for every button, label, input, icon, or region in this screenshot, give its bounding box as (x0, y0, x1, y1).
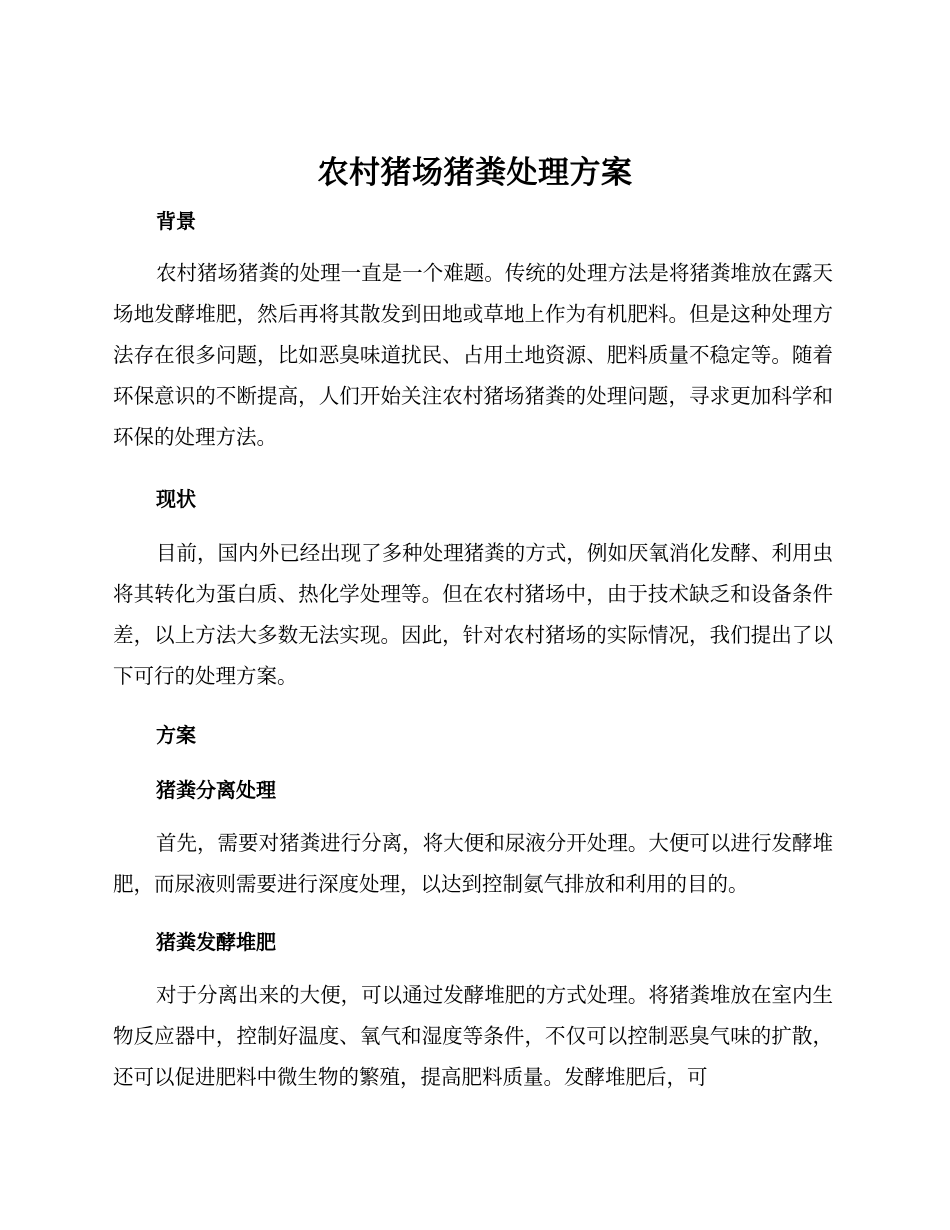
section-heading-composting: 猪粪发酵堆肥 (156, 930, 276, 954)
section-paragraph-composting: 对于分离出来的大便，可以通过发酵堆肥的方式处理。将猪粪堆放在室内生物反应器中，控制好温度、氧气和湿度等条件，不仅可以控制恶臭气味的扩散，还可以促进肥料中微生物的繁殖，提高肥料质量。发酵堆肥后，可 (113, 983, 833, 1089)
section-paragraph-separation: 首先，需要对猪粪进行分离，将大便和尿液分开处理。大便可以进行发酵堆肥，而尿液则需要进行深度处理，以达到控制氨气排放和利用的目的。 (113, 831, 833, 896)
section-heading-plan: 方案 (156, 723, 196, 747)
section-heading-status: 现状 (156, 487, 196, 511)
section-paragraph-background: 农村猪场猪粪的处理一直是一个难题。传统的处理方法是将猪粪堆放在露天场地发酵堆肥，然后再将其散发到田地或草地上作为有机肥料。但是这种处理方法存在很多问题，比如恶臭味道扰民、占用土地资源、肥料质量不稳定等。随着环保意识的不断提高，人们开始关注农村猪场猪粪的处理问题，寻求更加科学和环保的处理方法。 (113, 261, 833, 449)
section-heading-background: 背景 (156, 209, 196, 233)
document-title: 农村猪场猪粪处理方案 (317, 155, 633, 191)
section-heading-separation: 猪粪分离处理 (156, 778, 276, 802)
section-paragraph-status: 目前，国内外已经出现了多种处理猪粪的方式，例如厌氧消化发酵、利用虫将其转化为蛋白质、热化学处理等。但在农村猪场中，由于技术缺乏和设备条件差，以上方法大多数无法实现。因此，针对农村猪场的实际情况，我们提出了以下可行的处理方案。 (113, 541, 833, 688)
